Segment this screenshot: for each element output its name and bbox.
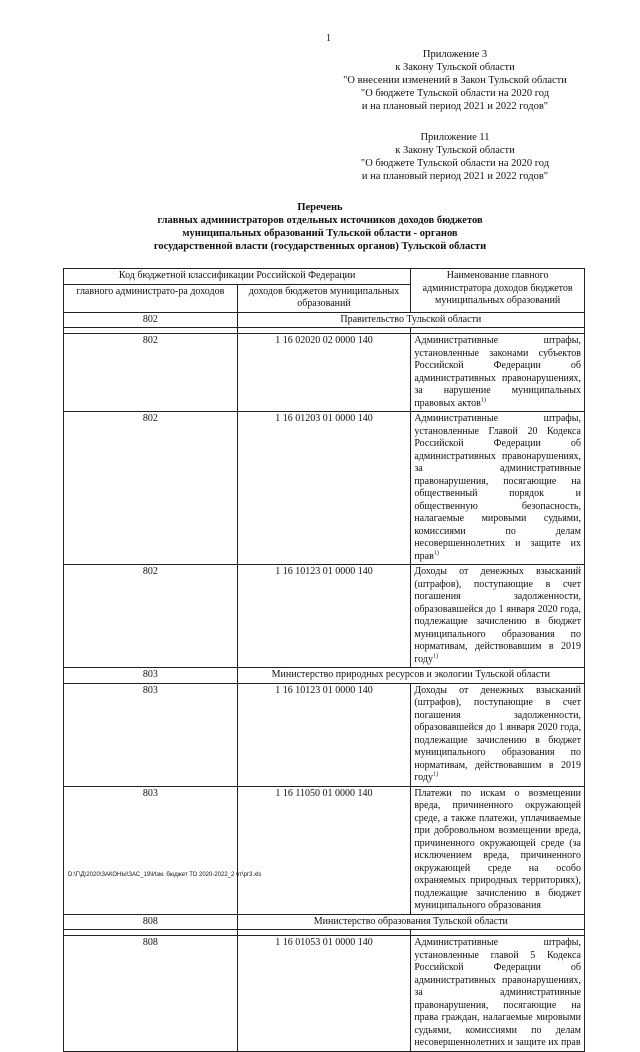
ministry-row xyxy=(64,914,585,930)
admin-code: 803 xyxy=(64,668,238,684)
income-name-text: Административные штрафы, установленные Главой 20 Кодекса Российской Федерации об административных правонарушениях, за административные правонарушения, посягающие на общественный порядок и общественную безопасность, налагаемые мировыми судьями, комиссиями по делам несовершеннолетних и защите их прав xyxy=(414,413,581,562)
income-code: 1 16 01053 01 0000 140 xyxy=(237,936,411,1052)
admin-code: 802 xyxy=(64,412,238,565)
appendix-line: к Закону Тульской области xyxy=(395,62,515,73)
appendix-11-header xyxy=(330,131,580,183)
income-name-text: Доходы от денежных взысканий (штрафов), поступающие в счет погашения задолженности, образовавшейся до 1 января 2020 года, подлежащие зачислению в бюджет муниципального образования по нормативам, действовавшим в 2019 году xyxy=(414,684,581,783)
income-code: 1 16 10123 01 0000 140 xyxy=(237,683,411,786)
income-code: 1 16 01203 01 0000 140 xyxy=(237,412,411,565)
admin-code: 802 xyxy=(64,312,238,328)
admin-code: 802 xyxy=(64,565,238,668)
appendix-line: Приложение 3 xyxy=(422,49,488,60)
table-row xyxy=(64,334,585,412)
appendix-line: "О внесении изменений в Закон Тульской области xyxy=(343,75,567,86)
admin-code: 802 xyxy=(64,334,238,412)
table-row xyxy=(64,683,585,786)
ministry-name: Министерство образования Тульской области xyxy=(237,914,584,930)
ministry-name: Правительство Тульской области xyxy=(237,312,584,328)
income-code: 1 16 02020 02 0000 140 xyxy=(237,334,411,412)
document-title xyxy=(100,201,540,253)
header-admin-name: Наименование главного администратора доходов бюджетов муниципальных образований xyxy=(411,269,585,313)
appendix-line: "О бюджете Тульской области на 2020 год xyxy=(360,88,550,99)
table-row xyxy=(64,786,585,914)
title-line: государственной власти (государственных органов) Тульской области xyxy=(153,241,487,252)
footnote-mark: 1) xyxy=(433,550,439,557)
income-name xyxy=(411,565,585,668)
file-path-footer: D:\Г\Д\2020\ЗАКОНЫ\ЗАС_19\Изм. бюджет ТО 2020-2022_2 чт\рг3.xls xyxy=(68,872,262,878)
ministry-name: Министерство природных ресурсов и экологии Тульской области xyxy=(237,668,584,684)
appendix-line: к Закону Тульской области xyxy=(395,145,515,156)
appendix-line: и на плановый период 2021 и 2022 годов" xyxy=(361,171,549,182)
title-line: главных администраторов отдельных источников доходов бюджетов xyxy=(157,215,483,226)
title-line: муниципальных образований Тульской области - органов xyxy=(182,228,458,239)
appendix-line: Приложение 11 xyxy=(420,132,490,143)
administrators-table xyxy=(63,268,585,1052)
page-number: 1 xyxy=(326,33,331,44)
table-row xyxy=(64,565,585,668)
admin-code: 803 xyxy=(64,786,238,914)
table-row xyxy=(64,936,585,1052)
admin-code: 808 xyxy=(64,914,238,930)
appendix-line: и на плановый период 2021 и 2022 годов" xyxy=(361,101,549,112)
footnote-mark: 1) xyxy=(480,397,486,404)
income-name: Административные штрафы, установленные главой 5 Кодекса Российской Федерации об административных правонарушениях, за административные правонарушения, посягающие на права граждан, налагаемые мировыми судьями, комиссиями по делам несовершеннолетних и защите их прав xyxy=(411,936,585,1052)
footnote-mark: 1) xyxy=(432,771,438,778)
income-name-text: Доходы от денежных взысканий (штрафов), поступающие в счет погашения задолженности, образовавшейся до 1 января 2020 года, подлежащие зачислению в бюджет муниципального образования по нормативам, действовавшим в 2019 году xyxy=(414,566,581,665)
income-name xyxy=(411,334,585,412)
ministry-row xyxy=(64,668,585,684)
appendix-3-header xyxy=(330,48,580,113)
header-main-admin: главного администрато-ра доходов xyxy=(64,284,238,312)
income-name xyxy=(411,412,585,565)
header-budget-code: Код бюджетной классификации Российской Федерации xyxy=(64,269,411,285)
appendix-line: "О бюджете Тульской области на 2020 год xyxy=(360,158,550,169)
income-name xyxy=(411,683,585,786)
ministry-row xyxy=(64,312,585,328)
title-line: Перечень xyxy=(297,202,343,213)
admin-code: 803 xyxy=(64,683,238,786)
admin-code: 808 xyxy=(64,936,238,1052)
header-income-code: доходов бюджетов муниципальных образований xyxy=(237,284,411,312)
table-header-row xyxy=(64,269,585,285)
income-code: 1 16 10123 01 0000 140 xyxy=(237,565,411,668)
footnote-mark: 1) xyxy=(432,653,438,660)
income-code: 1 16 11050 01 0000 140 xyxy=(237,786,411,914)
table-row xyxy=(64,412,585,565)
income-name-text: Административные штрафы, установленные законами субъектов Российской Федерации об административных правонарушениях, за нарушение муниципальных правовых актов xyxy=(414,335,581,409)
income-name: Платежи по искам о возмещении вреда, причиненного окружающей среде, а также платежи, уплачиваемые при добровольном возмещении вреда, причиненного окружающей среде (за исключением вреда, причиненного окружающей среде на особо охраняемых природных территориях), подлежащие зачислению в бюджет муниципального образования xyxy=(411,786,585,914)
